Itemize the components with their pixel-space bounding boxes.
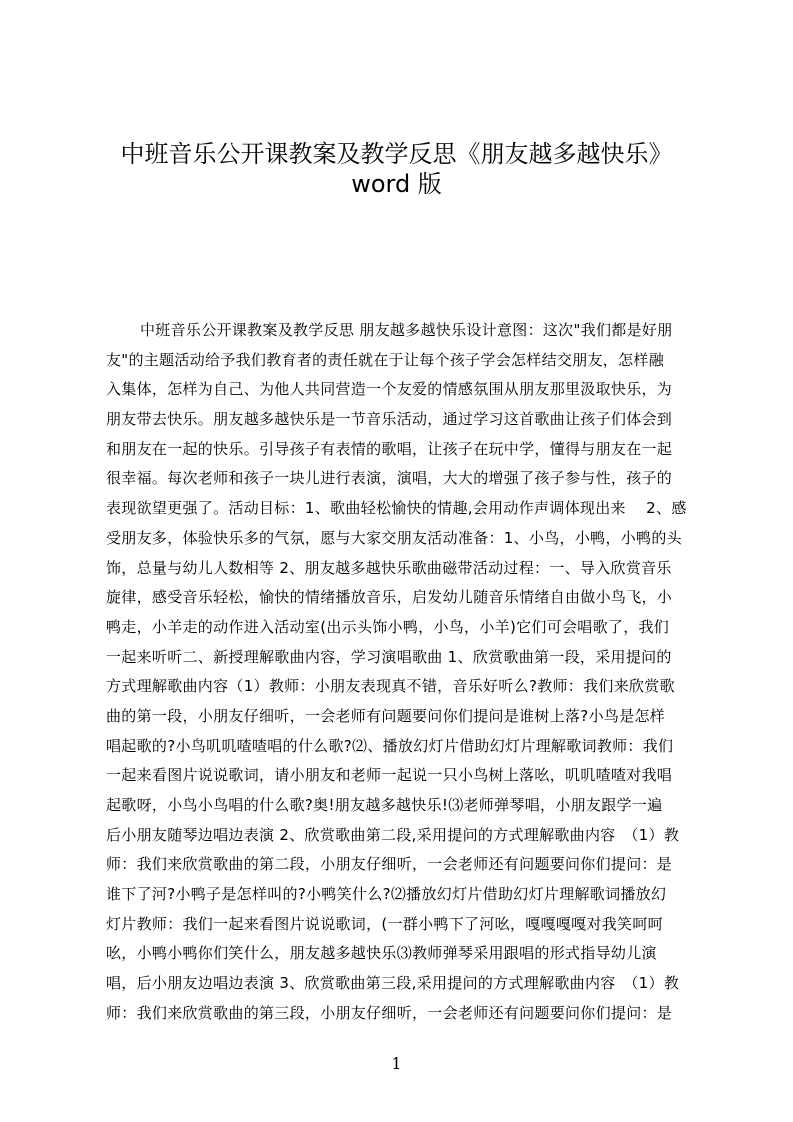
page-number: 1 [391, 1054, 402, 1073]
body-paragraph [106, 316, 698, 1028]
document-subtitle: word 版 [351, 170, 442, 198]
text-line: 谁下了河?小鸭子是怎样叫的?小鸭笑什么?⑵播放幻灯片借助幻灯片理解歌词播放幻 [106, 885, 667, 904]
text-line: 表现欲望更强了。活动目标：1、歌曲轻松愉快的情趣,会用动作声调体现出来 2、感 [106, 499, 687, 518]
text-line: 起歌呀，小鸟小鸟唱的什么歌?奥!朋友越多越快乐!⑶老师弹琴唱，小朋友跟学一遍 [106, 796, 663, 814]
text-line: 中班音乐公开课教案及教学反思 朋友越多越快乐设计意图：这次"我们都是好朋 [140, 321, 673, 339]
text-line: 师：我们来欣赏歌曲的第三段，小朋友仔细听，一会老师还有问题要问你们提问：是 [106, 1003, 673, 1022]
text-line: 鸭走，小羊走的动作进入活动室(出示头饰小鸭，小鸟，小羊)它们可会唱歌了，我们 [106, 617, 670, 636]
text-line: 饰，总量与幼儿人数相等 2、朋友越多越快乐歌曲磁带活动过程：一、导入欣赏音乐 [106, 558, 672, 577]
text-line: 曲的第一段，小朋友仔细听，一会老师有问题要问你们提问是谁树上落?小鸟是怎样 [106, 706, 666, 725]
text-line: 灯片教师：我们一起来看图片说说歌词，(一群小鸭下了河吆，嘎嘎嘎嘎对我笑呵呵 [106, 914, 663, 933]
text-line: 旋律，感受音乐轻松，愉快的情绪播放音乐，启发幼儿随音乐情绪自由做小鸟飞，小 [106, 588, 673, 607]
text-line: 友"的主题活动给予我们教育者的责任就在于让每个孩子学会怎样结交朋友，怎样融 [106, 350, 665, 369]
text-line: 唱，后小朋友边唱边表演 3、欣赏歌曲第三段,采用提问的方式理解歌曲内容 （1）教 [106, 974, 680, 993]
text-line: 方式理解歌曲内容（1）教师：小朋友表现真不错，音乐好听么?教师：我们来欣赏歌 [106, 677, 675, 696]
text-line: 和朋友在一起的快乐。引导孩子有表情的歌唱，让孩子在玩中学，懂得与朋友在一起 [106, 439, 673, 458]
text-line: 受朋友多，体验快乐多的气氛，愿与大家交朋友活动准备：1、小鸟，小鸭，小鸭的头 [106, 528, 682, 547]
text-line: 吆，小鸭小鸭你们笑什么，朋友越多越快乐⑶教师弹琴采用跟唱的形式指导幼儿演 [106, 944, 657, 963]
text-line: 唱起歌的?小鸟叽叽喳喳唱的什么歌?⑵、播放幻灯片借助幻灯片理解歌词教师：我们 [106, 736, 674, 755]
text-line: 后小朋友随琴边唱边表演 2、欣赏歌曲第二段,采用提问的方式理解歌曲内容 （1）教 [106, 825, 680, 844]
text-line: 师：我们来欣赏歌曲的第二段，小朋友仔细听，一会老师还有问题要问你们提问：是 [106, 855, 673, 874]
document-title: 中班音乐公开课教案及教学反思《朋友越多越快乐》 [120, 140, 673, 168]
text-line: 入集体，怎样为自己、为他人共同营造一个友爱的情感氛围从朋友那里汲取快乐，为 [106, 380, 673, 399]
text-line: 一起来看图片说说歌词，请小朋友和老师一起说一只小鸟树上落吆，叽叽喳喳对我唱 [106, 766, 673, 785]
text-line: 朋友带去快乐。朋友越多越快乐是一节音乐活动，通过学习这首歌曲让孩子们体会到 [106, 410, 673, 429]
text-line: 很幸福。每次老师和孩子一块儿进行表演，演唱，大大的增强了孩子参与性，孩子的 [106, 469, 673, 488]
text-line: 一起来听听二、新授理解歌曲内容，学习演唱歌曲 1、欣赏歌曲第一段，采用提问的 [106, 647, 672, 666]
